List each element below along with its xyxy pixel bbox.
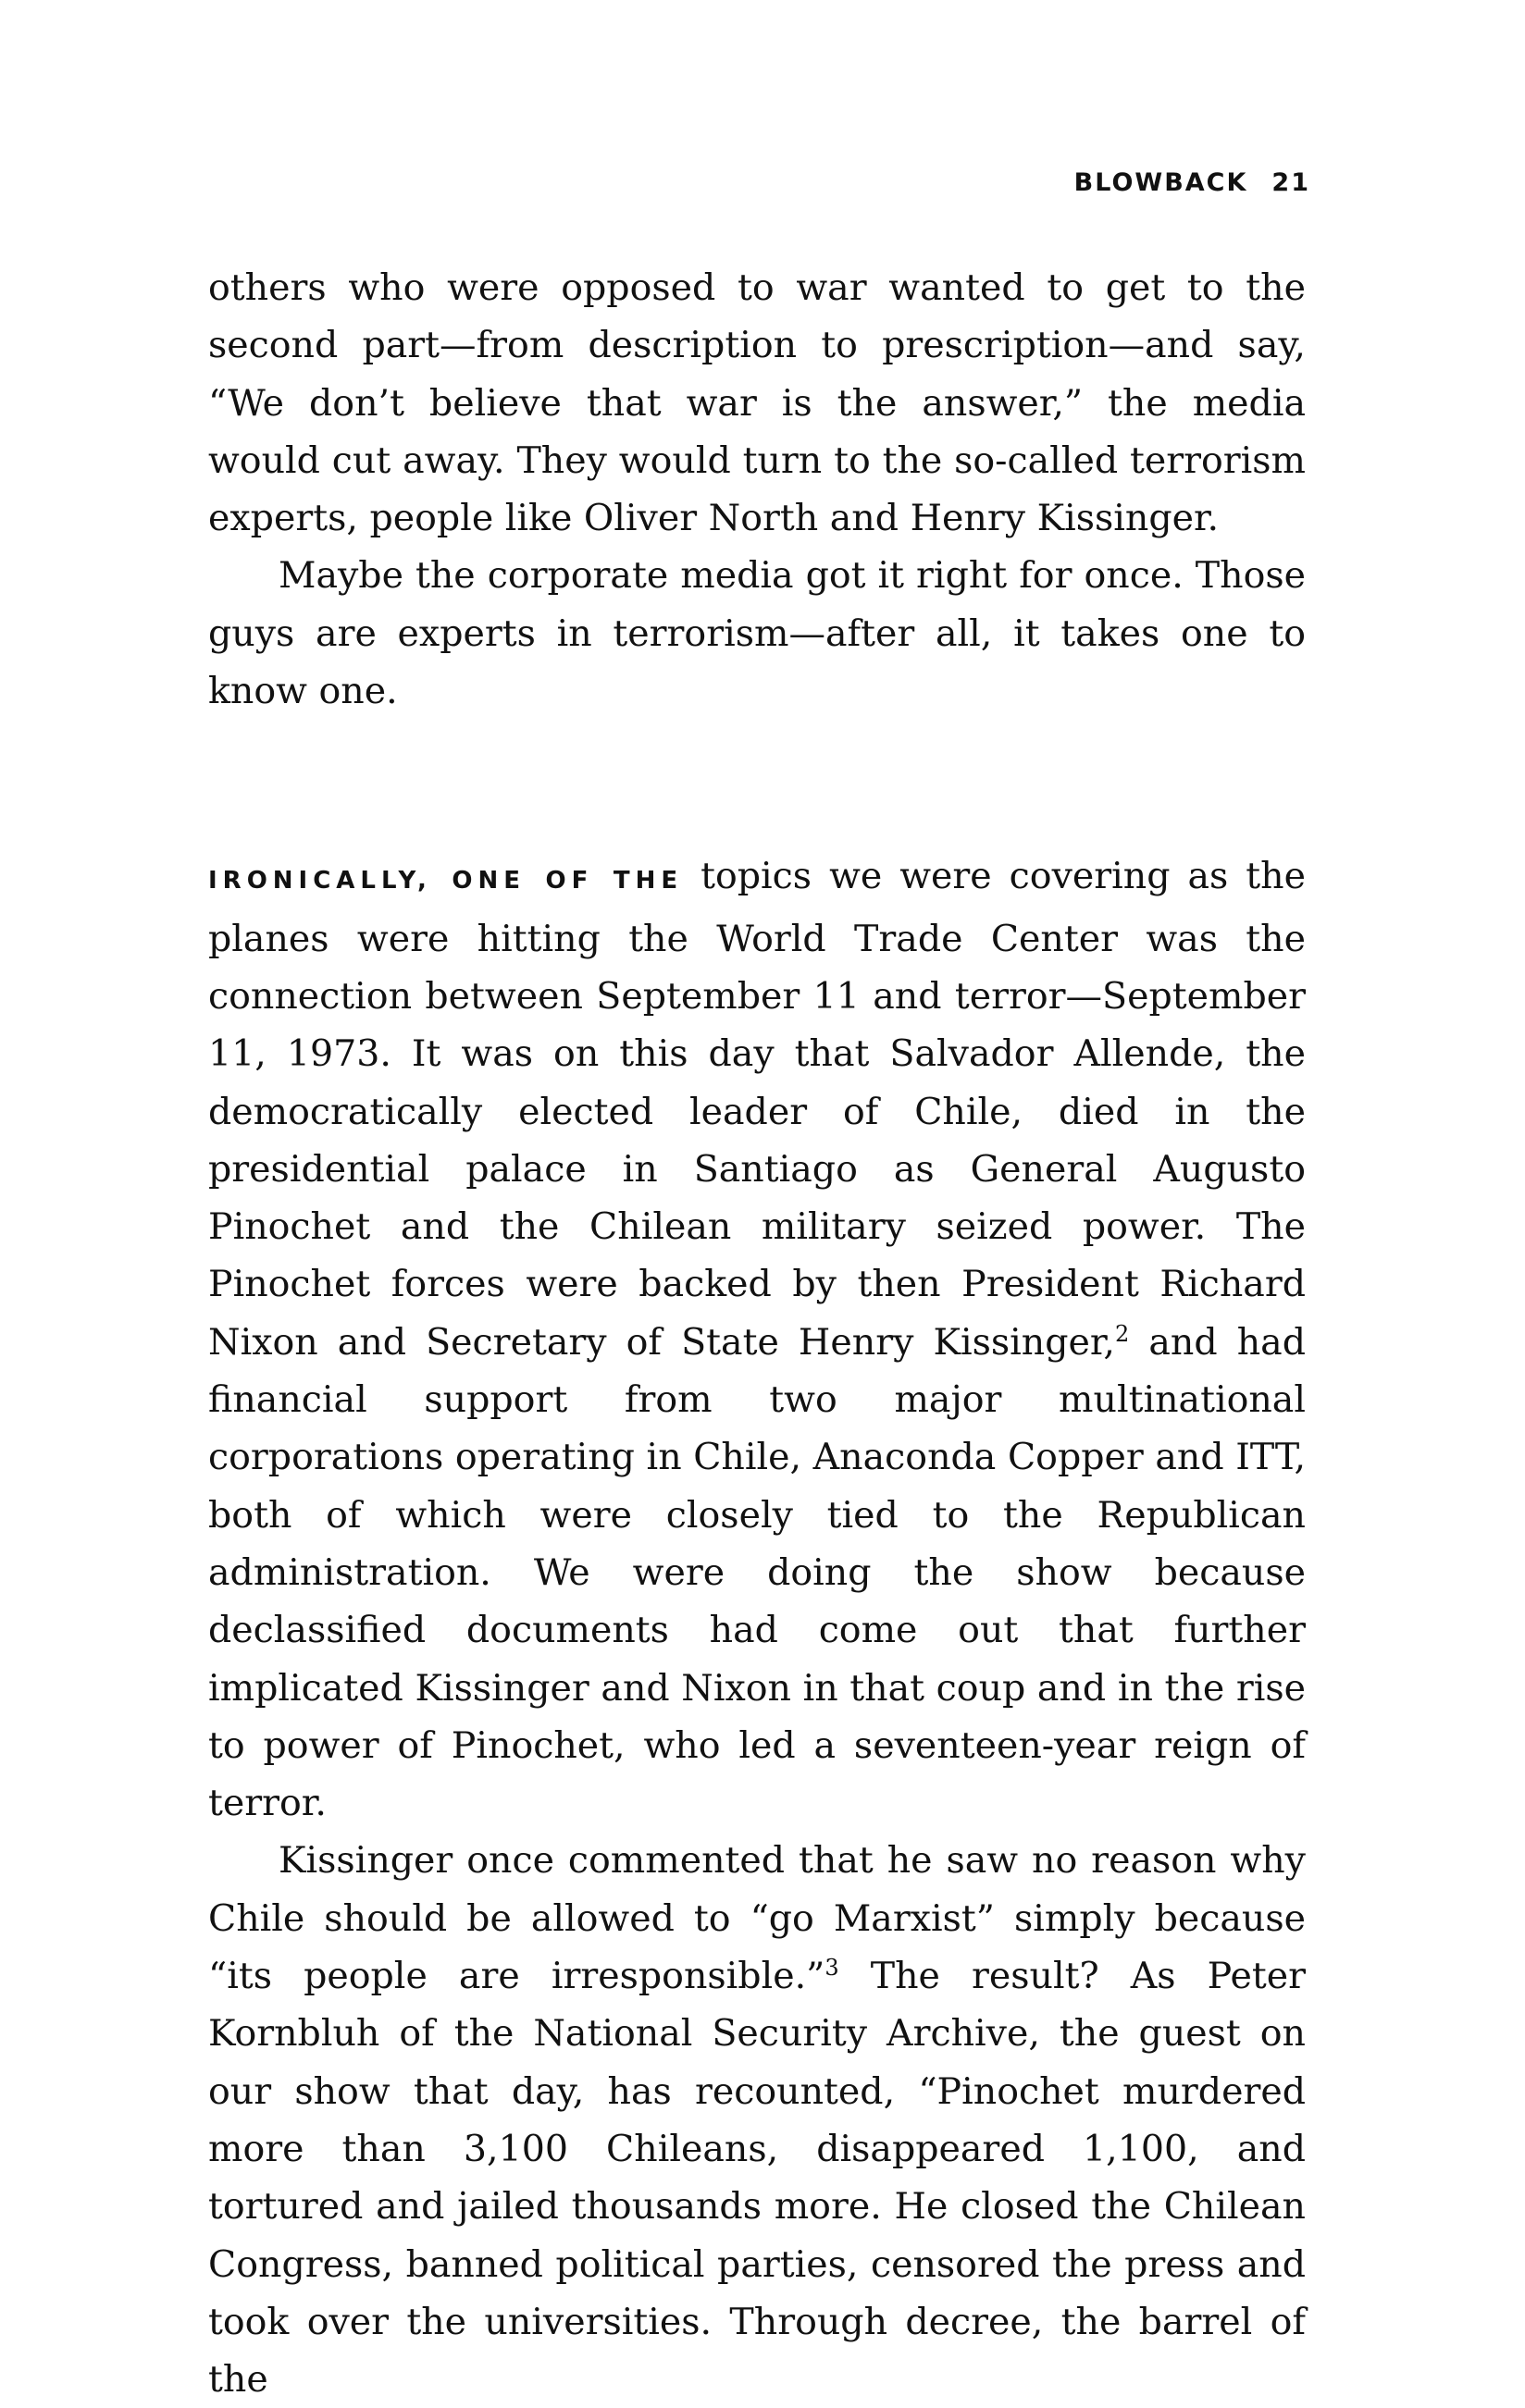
paragraph-3-text-a: topics we were covering as the planes were hitting the World Trade Center was the connection between September 11 and terror—September 11, 1973. It was on this day that Salvador Allende, the democratically elected leader of Chile, died in the presidential palace in Santiago as General Augusto Pinochet and the Chilean military seized power. The Pinochet forces were backed by then President Richard Nixon and Secretary of State Henry Kissinger, [208, 855, 1306, 1364]
paragraph-3-text-b: and had financial support from two major multinational corporations operating in Chile, Anaconda Copper and ITT, both of which were closely tied to the Republican administration. We were doing the show because declassified documents had come out that further implicated Kissinger and Nixon in that coup and in the rise to power of Pinochet, who led a seventeen-year reign of terror. [208, 1320, 1306, 1825]
section-lead-in: IRONICALLY, ONE OF THE [208, 867, 684, 895]
paragraph-4-text-b: The result? As Peter Kornbluh of the National Security Archive, the guest on our show that day, has recounted, “Pinochet murdered more than 3,100 Chileans, disappeared 1,100, and tortured and jailed thousands more. He closed the Chilean Congress, banned political parties, censored the press and took over the universities. Through decree, the barrel of the [208, 1955, 1306, 2402]
footnote-ref-2[interactable]: 2 [1115, 1320, 1130, 1347]
paragraph-3 [208, 847, 1306, 1832]
running-head-title: BLOWBACK [1073, 168, 1248, 197]
paragraph-4 [208, 1832, 1306, 2408]
page-number: 21 [1271, 168, 1310, 197]
body-text [208, 259, 1306, 2408]
paragraph-2: Maybe the corporate media got it right for once. Those guys are experts in terrorism—after all, it takes one to know one. [208, 554, 1306, 713]
paragraph-1: others who were opposed to war wanted to get to the second part—from description to prescription—and say, “We don’t believe that war is the answer,” the media would cut away. They would turn to the so-called terrorism experts, people like Oliver North and Henry Kissinger. [208, 266, 1306, 540]
footnote-ref-3[interactable]: 3 [824, 1954, 839, 1981]
paragraph-4-text-a: Kissinger once commented that he saw no reason why Chile should be allowed to “go Marxist” simply because “its people are irresponsible.” [208, 1839, 1306, 1998]
section-break [208, 720, 1306, 847]
running-head [1074, 168, 1310, 197]
